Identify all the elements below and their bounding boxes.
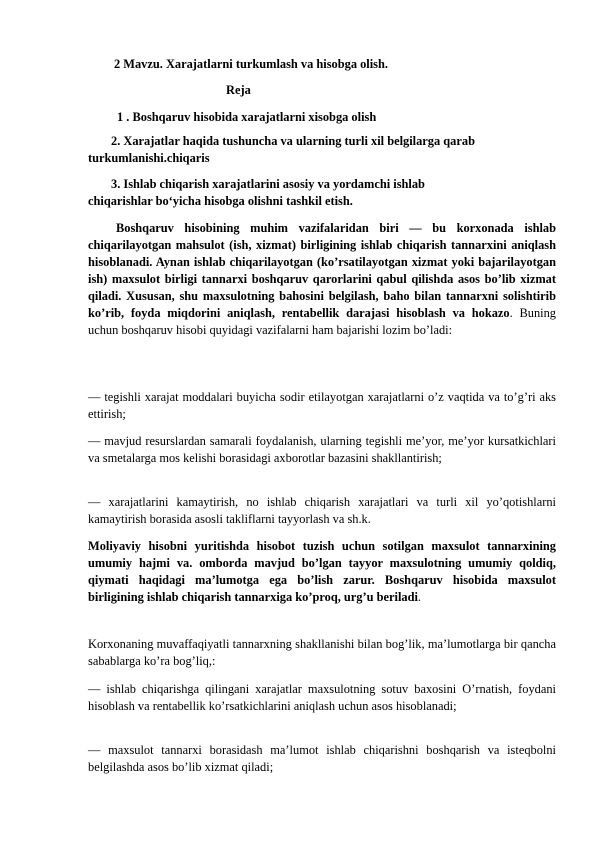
plan-item-3-continued: chiqarishlar bo‘yicha hisobga olishni tashkil etish. [88, 194, 353, 208]
plan-heading: Reja [226, 83, 251, 97]
paragraph-financial-accounting-rest: . [417, 590, 422, 604]
plan-item-2: 2. Xarajatlar haqida tushuncha va ularning turli xil belgilarga qarab [111, 134, 475, 148]
plan-item-1: 1 . Boshqaruv hisobida xarajatlarni xisobga olish [117, 110, 377, 124]
task-item-3: — xarajatlarini kamaytirish, no ishlab chiqarish xarajatlari va turli xil yo’qotishlarni kamaytirish borasida asosli takliflarni tayyorlash va sh.k. [88, 495, 556, 526]
plan-item-2-continued: turkumlanishi.chiqaris [88, 151, 210, 165]
paragraph-financial-accounting [88, 538, 556, 606]
paragraph-intro-rest: . Buning uchun boshqaruv hisobi quyidagi vazifalarni ham bajarishi lozim bo’ladi: [88, 306, 556, 337]
paragraph-intro [88, 220, 556, 339]
reason-item-2: — maxsulot tannarxi borasidash ma’lumot ishlab chiqarishni boshqarish va isteqbolni belgilashda asos bo’lib xizmat qiladi; [88, 743, 556, 774]
plan-item-3: 3. Ishlab chiqarish xarajatlarini asosiy va yordamchi ishlab [111, 177, 425, 191]
paragraph-enterprise: Korxonaning muvaffaqiyatli tannarxning shakllanishi bilan bog’lik, ma’lumotlarga bir qancha sabablarga ko’ra bog’liq,: [88, 637, 556, 668]
task-item-1: — tegishli xarajat moddalari buyicha sodir etilayotgan xarajatlarni o’z vaqtida va to’g’ri aks ettirish; [88, 390, 556, 421]
paragraph-intro-bold: Boshqaruv hisobining muhim vazifalaridan biri — bu korxonada ishlab chiqarilayotgan mahsulot (ish, xizmat) birligining ishlab chiqarish tannarxini aniqlash hisoblanadi. Aynan ishlab chiqarilayotgan (ko’rsatilayotgan xizmat yoki bajarilayotgan ish) maxsulot birligi tannarxi boshqaruv qarorlarini qabul qilishda asos bo’lib xizmat qiladi. Xususan, shu maxsulotning bahosini belgilash, baho bilan tannarxni solishtirib ko’rib, foyda miqdorini aniqlash, rentabellik darajasi hisoblash va hokazo [88, 221, 556, 320]
paragraph-financial-accounting-bold: Moliyaviy hisobni yuritishda hisobot tuzish uchun sotilgan maxsulot tannarxining umumiy hajmi va. omborda mavjud bo’lgan tayyor maxsulotning umumiy qoldiq, qiymati haqidagi ma’lumotga ega bo’lish zarur. Boshqaruv hisobida maxsulot birligining ishlab chiqarish tannarxiga ko’proq, urg’u beriladi [88, 539, 556, 604]
task-item-2: — mavjud resurslardan samarali foydalanish, ularning tegishli me’yor, me’yor kursatkichlari va smetalarga mos kelishi borasidagi axborotlar bazasini shakllantirish; [88, 434, 556, 465]
reason-item-1: — ishlab chiqarishga qilingani xarajatlar maxsulotning sotuv baxosini O’rnatish, foydani hisoblash va rentabellik ko’rsatkichlarini aniqlash uchun asos hisoblanadi; [88, 682, 556, 713]
topic-title: 2 Mavzu. Xarajatlarni turkumlash va hisobga olish. [114, 57, 388, 71]
